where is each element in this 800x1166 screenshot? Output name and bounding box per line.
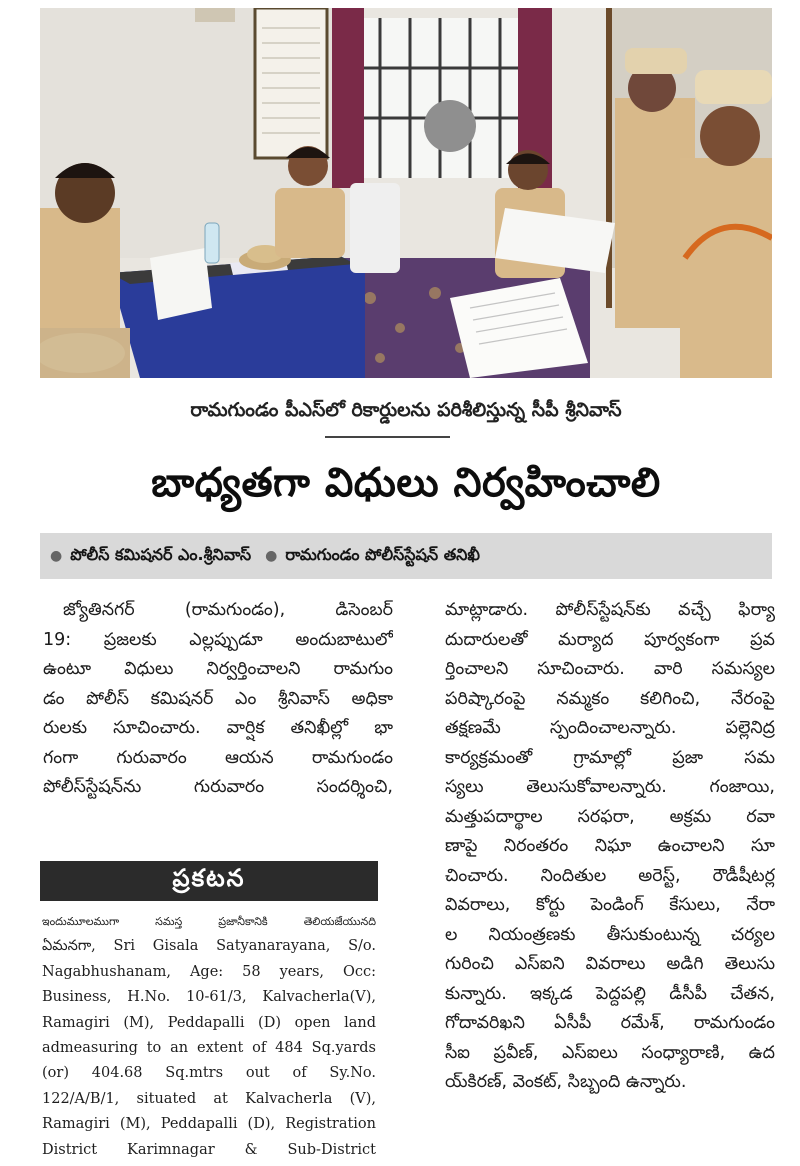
- article-line: ఉంటూ విధులు నిర్వర్తించాలని రామగుం: [43, 659, 393, 679]
- notice-body: [40, 901, 378, 1163]
- subheadline-item: రామగుండం పోలీస్‌స్టేషన్ తనిఖీ: [285, 544, 480, 564]
- news-photo: [40, 8, 772, 378]
- article-line: ణాపై నిరంతరం నిఘా ఉంచాలని సూ: [445, 836, 775, 856]
- article-line: 19: ప్రజలకు ఎల్లప్పుడూ అందుబాటులో: [43, 629, 393, 650]
- notice-line: ఇందుమూలముగా సమస్త ప్రజానీకానికి తెలియజేయునది: [42, 915, 376, 928]
- article-line: ర్తించాలని సూచించారు. వారి సమస్యల: [445, 659, 775, 679]
- article-line: కార్యక్రమంతో గ్రామాల్లో ప్రజా సమ: [445, 747, 775, 768]
- article-line: య్‌కిరణ్, వెంకట్, సిబ్బంది ఉన్నారు.: [445, 1072, 687, 1092]
- headline: బాధ్యతగా విధులు నిర్వహించాలి: [151, 460, 661, 506]
- article-line: పరిష్కారంపై నమ్మకం కలిగించి, నేరంపై: [445, 688, 775, 709]
- notice-line: Ramagiri (M), Peddapalli (D) open land: [42, 1014, 376, 1031]
- article-line: గురించి ఎస్ఐని వివరాలు అడిగి తెలుసు: [445, 954, 775, 974]
- article-line: రులకు సూచించారు. వార్షిక తనిఖీల్లో భా: [43, 718, 393, 738]
- article-line: గంగా గురువారం ఆయన రామగుండం: [43, 747, 393, 768]
- notice-line: Nagabhushanam, Age: 58 years, Occ:: [42, 963, 376, 980]
- bullet-icon: ●: [50, 548, 63, 564]
- subheadline-item: పోలీస్ కమిషనర్ ఎం.శ్రీనివాస్: [70, 544, 252, 564]
- article-line: వివరాలు, కోర్టు పెండింగ్ కేసులు, నేరా: [445, 895, 775, 915]
- notice-line: 122/A/B/1, situated at Kalvacherla (V),: [42, 1090, 376, 1107]
- notice-line: District Karimnagar & Sub-District: [42, 1141, 376, 1158]
- article-line: స్యలు తెలుసుకోవాలన్నారు. గంజాయి,: [445, 777, 775, 797]
- article-line: సీఐ ప్రవీణ్, ఎస్ఐలు సంధ్యారాణి, ఉద: [445, 1042, 775, 1063]
- subheadline-band: [40, 533, 772, 579]
- notice-line: (or) 404.68 Sq.mtrs out of Sy.No.: [42, 1065, 376, 1082]
- article-column-right: [445, 596, 775, 1098]
- article-line: మత్తుపదార్థాల సరఫరా, అక్రమ రవా: [445, 806, 775, 827]
- article-line: పోలీస్‌స్టేషన్‌ను గురువారం సందర్శించి,: [43, 777, 393, 797]
- photo-caption: రామగుండం పీఎస్‌లో రికార్డులను పరిశీలిస్తున్న సీపీ శ్రీనివాస్: [190, 398, 622, 421]
- article-line: చించారు. నిందితుల అరెస్ట్, రౌడీషీటర్ల: [445, 865, 775, 886]
- caption-underline: [325, 436, 450, 438]
- notice-line: Business, H.No. 10-61/3, Kalvacherla(V),: [42, 989, 376, 1006]
- article-line: తక్షణమే స్పందించాలన్నారు. పల్లెనిద్ర: [445, 718, 775, 738]
- police-inspection-photo: [40, 8, 772, 378]
- article-line: డం పోలీస్ కమిషనర్ ఎం శ్రీనివాస్ అధికా: [43, 688, 393, 709]
- notice-line: admeasuring to an extent of 484 Sq.yards: [42, 1040, 376, 1057]
- notice-title: ప్రకటన: [40, 861, 378, 901]
- article-column-left: [43, 596, 393, 803]
- article-line: మాట్లాడారు. పోలీస్‌స్టేషన్‌కు వచ్చే ఫిర్యా: [445, 600, 775, 620]
- notice-line: Ramagiri (M), Peddapalli (D), Registration: [42, 1116, 376, 1133]
- article-line: జ్యోతినగర్ (రామగుండం), డిసెంబర్: [63, 600, 393, 620]
- bullet-icon: ●: [265, 548, 278, 564]
- public-notice-box: [40, 861, 378, 1166]
- article-line: కున్నారు. ఇక్కడ పెద్దపల్లి డీసీపీ చేతన,: [445, 983, 775, 1004]
- article-line: గోదావరిఖని ఏసీపీ రమేశ్, రామగుండం: [445, 1013, 775, 1033]
- article-line: ల నియంత్రణకు తీసుకుంటున్న చర్యల: [445, 924, 775, 945]
- notice-line: ఏమనగా, Sri Gisala Satyanarayana, S/o.: [42, 938, 376, 955]
- article-line: దుదారులతో మర్యాద పూర్వకంగా ప్రవ: [445, 629, 775, 650]
